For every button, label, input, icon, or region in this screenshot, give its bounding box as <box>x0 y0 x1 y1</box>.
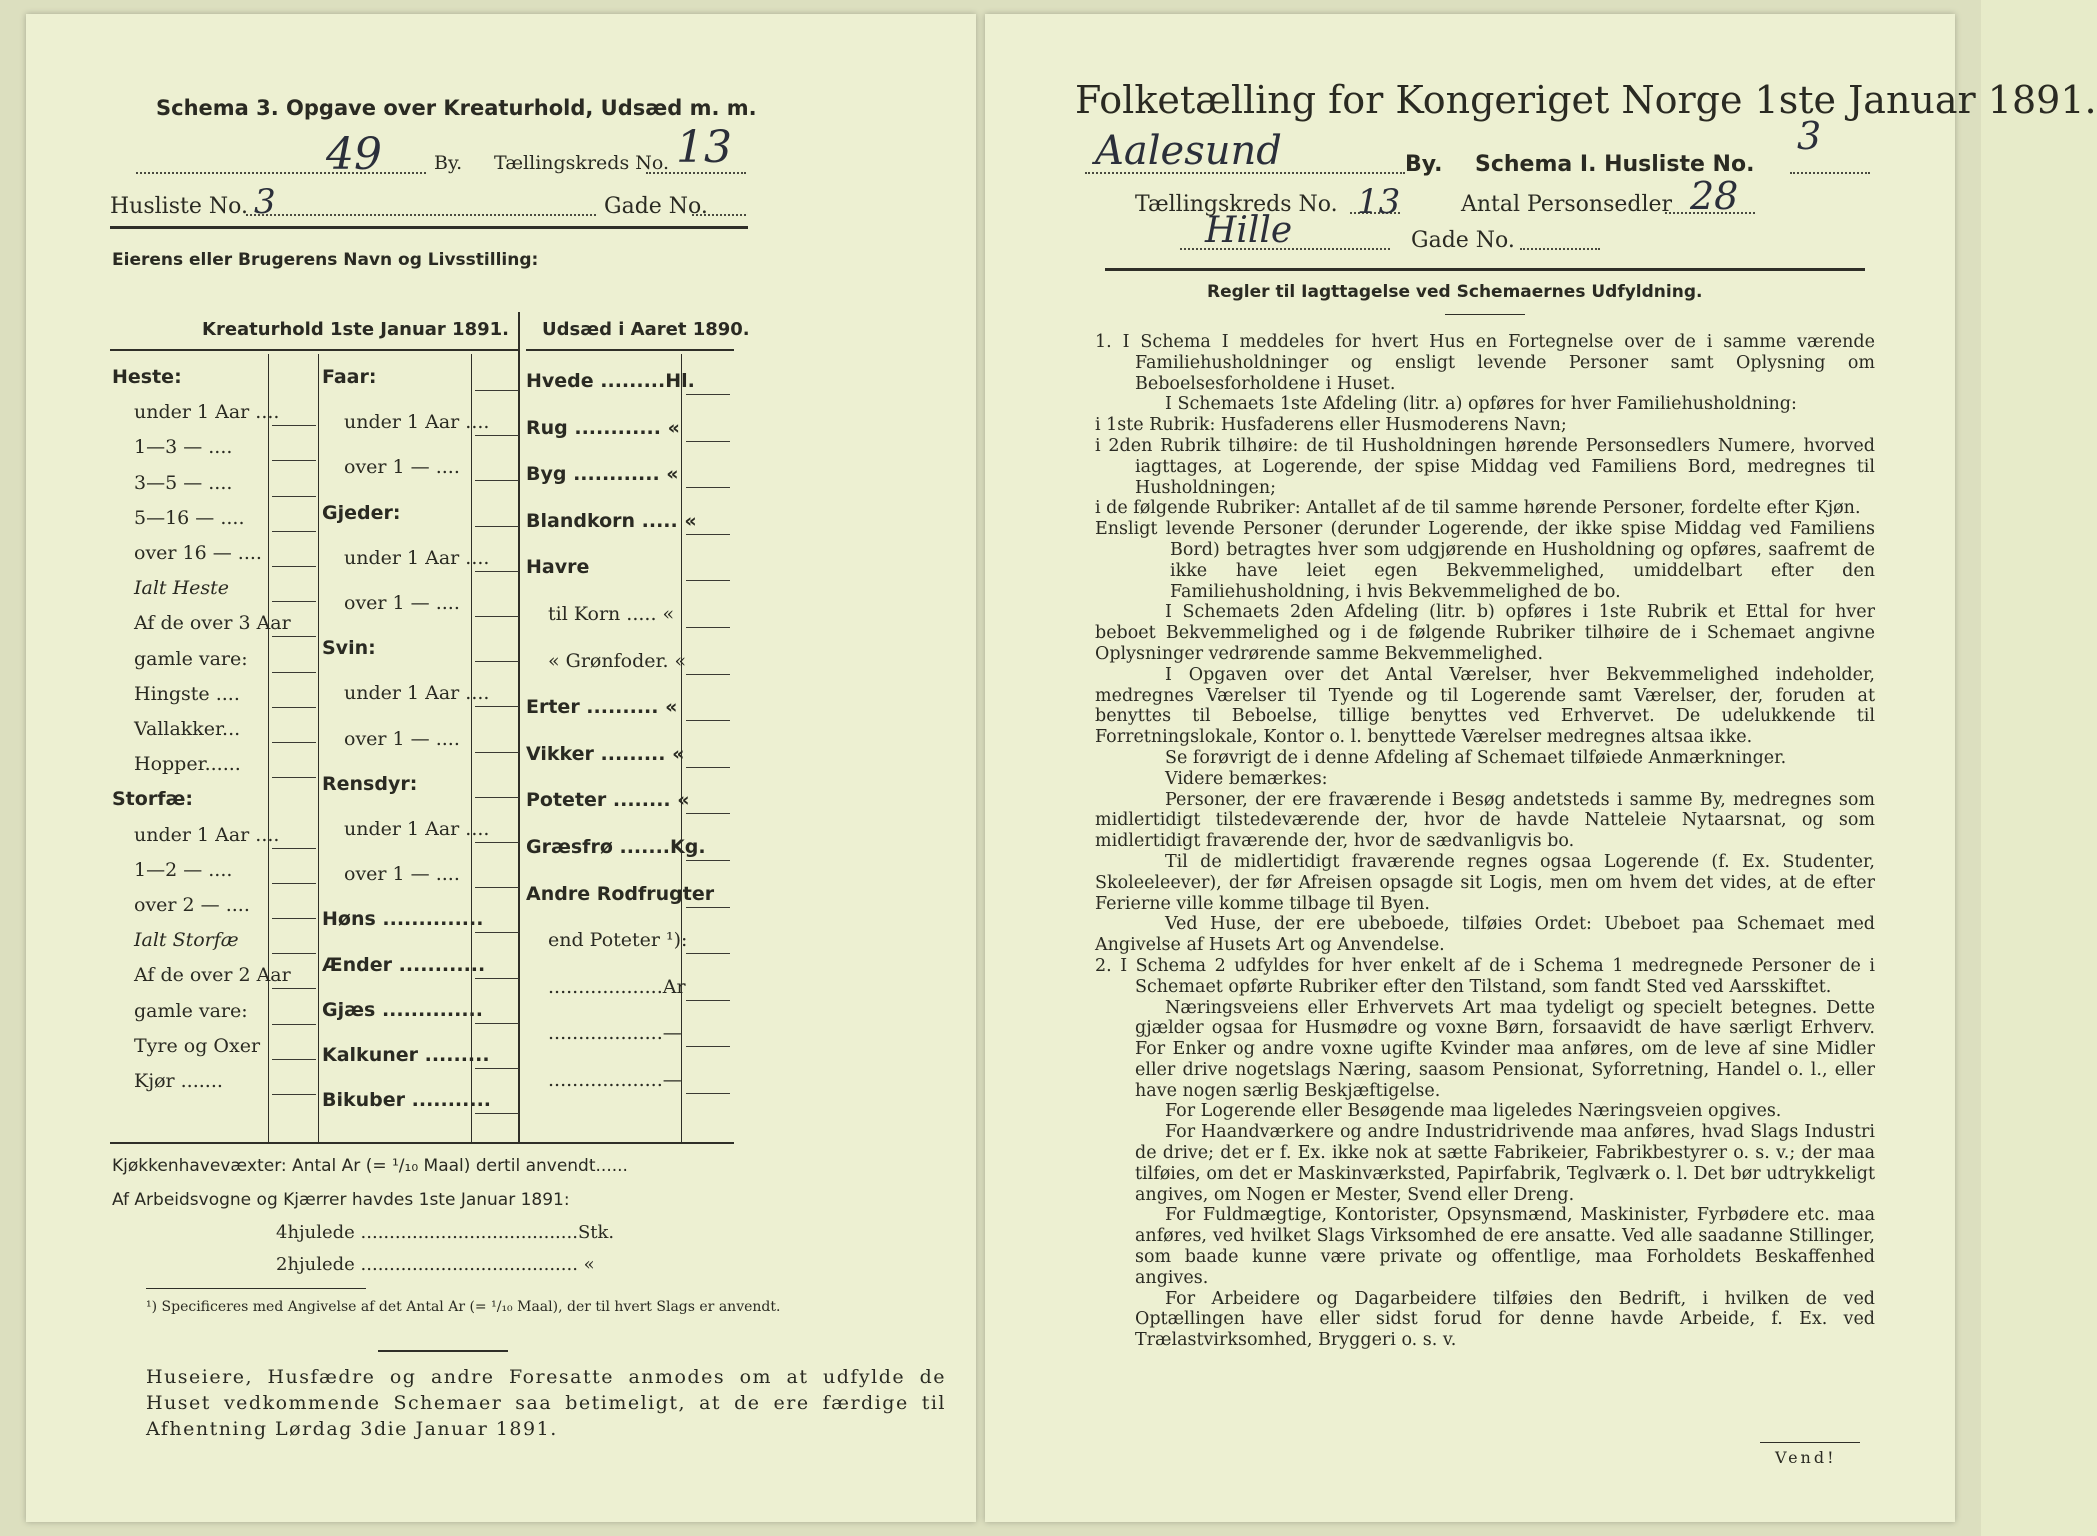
kjokken-line: Kjøkkenhavevæxter: Antal Ar (= ¹/₁₀ Maal) dertil anvendt...... <box>112 1156 628 1176</box>
taellingskreds-label: Tællingskreds No. <box>494 152 669 174</box>
rule-paragraph: I Schemaets 1ste Afdeling (litr. a) opføres for hver Familiehusholdning: <box>1165 394 1797 415</box>
street-name: Hille <box>1205 210 1293 251</box>
form-entry-line <box>475 526 519 527</box>
form-entry-line <box>686 720 730 721</box>
form-entry-line <box>475 480 519 481</box>
form-entry-line <box>272 425 316 426</box>
taellingskreds-label-right: Tællingskreds No. <box>1135 192 1338 217</box>
form-row-label: Faar: <box>322 366 377 388</box>
col1-value-border-l <box>268 354 269 1144</box>
gade-label: Gade No. <box>604 194 708 219</box>
rules-title: Regler til Iagttagelse ved Schemaernes Udfyldning. <box>1207 282 1703 302</box>
left-page <box>26 14 976 1522</box>
form-entry-line <box>686 674 730 675</box>
form-entry-line <box>272 566 316 567</box>
rule-paragraph: For Logerende eller Besøgende maa ligeledes Næringsveien opgives. <box>1165 1101 1782 1122</box>
form-row-label: Gjeder: <box>322 501 401 524</box>
form-entry-line <box>272 601 316 602</box>
form-entry-line <box>272 777 316 778</box>
form-row-label: Hvede .........Hl. <box>526 370 695 392</box>
form-row-label: Ialt Storfæ <box>134 929 239 952</box>
rule-paragraph: Se forøvrigt de i denne Afdeling af Schemaet tilføiede Anmærkninger. <box>1165 747 1787 768</box>
form-row-label: 5—16 — .... <box>134 506 245 529</box>
col2-value-border-l <box>471 354 472 1144</box>
form-row-label: Heste: <box>112 366 182 388</box>
form-row-label: Vallakker... <box>134 718 241 740</box>
form-entry-line <box>686 1000 730 1001</box>
husliste-value-right: 3 <box>1797 114 1822 158</box>
rule-paragraph: Videre bemærkes: <box>1165 768 1328 789</box>
form-row-label: Storfæ: <box>112 788 193 811</box>
rules-body <box>1095 332 1875 1351</box>
form-entry-line <box>475 932 519 933</box>
gade-label-right: Gade No. <box>1411 228 1515 253</box>
footnote: ¹) Specificeres med Angivelse af det Antal Ar (= ¹/₁₀ Maal), der til hvert Slags er anvendt. <box>146 1299 781 1315</box>
rule-paragraph: i 1ste Rubrik: Husfaderens eller Husmoderens Navn; <box>1095 415 1567 436</box>
form-entry-line <box>475 571 519 572</box>
form-entry-line <box>686 534 730 535</box>
form-row-label: Høns .............. <box>322 908 484 931</box>
antal-label: Antal Personsedler <box>1461 192 1673 217</box>
section-divider <box>518 312 520 1142</box>
closing-rule <box>378 1350 508 1352</box>
schema-1-label: Schema I. Husliste No. <box>1475 152 1755 177</box>
arbeidsvogne-line: Af Arbeidsvogne og Kjærrer havdes 1ste Januar 1891: <box>112 1190 570 1210</box>
form-row-label: Gjæs .............. <box>322 998 483 1021</box>
form-row-label: Poteter ........ « <box>526 789 690 812</box>
form-entry-line <box>272 1094 316 1095</box>
schema-3-title: Schema 3. Opgave over Kreaturhold, Udsæd m. m. <box>156 96 757 120</box>
form-row-label: ...................— <box>548 1069 682 1091</box>
form-entry-line <box>272 883 316 884</box>
rule-paragraph: Næringsveiens eller Erhvervets Art maa tydeligt og specielt betegnes. Dette gjælder ogsaa for Husmødre og voxne Børn, forsaavidt de have særligt Erhverv. For Enker og andre voxne ugifte Kvinder maa anføres, om de leve af sine Midler eller drive nogetslags Næring, saasom Pensionat, Syforretning, Handel o. l., eller have nogen særlig Beskjæftigelse. <box>1135 997 1875 1101</box>
form-entry-line <box>686 394 730 395</box>
form-row-label: gamle vare: <box>134 647 248 670</box>
rule-paragraph: Ved Huse, der ere ubeboede, tilføies Ordet: Ubeboet paa Schemaet med Angivelse af Husets Art og Anvendelse. <box>1095 914 1875 956</box>
form-row-label: Af de over 2 Aar <box>134 964 291 987</box>
rule-paragraph: 2. I Schema 2 udfyldes for hver enkelt af de i Schema 1 medregnede Personer de i Schemaet opførte Rubriker efter den Tilstand, som fandt Sted ved Aarsskiftet. <box>1095 955 1875 997</box>
rule-paragraph: 1. I Schema I meddeles for hvert Hus en Fortegnelse over de i samme værende Familiehusholdninger og ensligt levende Personer samt Oplysning om Beboelsesforholdene i Huset. <box>1095 332 1875 394</box>
form-entry-line <box>686 580 730 581</box>
form-entry-line <box>272 742 316 743</box>
form-row-label: 1—3 — .... <box>134 436 233 459</box>
form-row-label: Hingste .... <box>134 682 240 705</box>
rule-paragraph: For Arbeidere og Dagarbeidere tilføies den Bedrift, i hvilken de ved Optællingen have eller sidst forud for denne havde Arbeide, f. Ex. ved Trælastvirksomhed, Bryggeri o. s. v. <box>1135 1288 1875 1351</box>
gade-line <box>692 214 746 216</box>
taellingskreds-value-right: 13 <box>1357 182 1401 222</box>
husliste-label: Husliste No. <box>110 194 248 219</box>
form-row-label: under 1 Aar .... <box>134 401 280 424</box>
form-row-label: Af de over 3 Aar <box>134 612 291 635</box>
rule-paragraph: I Schemaets 2den Afdeling (litr. b) opføres i 1ste Rubrik et Ettal for hver beboet Bekvemmelighed og i de følgende Rubriker tilhøire de i Schemaet angivne Oplysninger vedrørende samme Bekvemmelighed. <box>1095 602 1875 664</box>
form-row-label: Rug ............ « <box>526 416 680 439</box>
husliste-line <box>246 214 596 216</box>
form-row-label: under 1 Aar .... <box>344 411 490 434</box>
form-row-label: til Korn ..... « <box>548 603 675 625</box>
rule-paragraph: i 2den Rubrik tilhøire: de til Husholdningen hørende Personsedlers Numere, hvorved iagttages, at Logerende, der spise Middag ved Familiens Bord, medregnes til Husholdningen; <box>1095 435 1875 498</box>
form-row-label: Hopper...... <box>134 753 241 776</box>
form-row-label: over 1 — .... <box>344 863 460 886</box>
form-entry-line <box>272 1024 316 1025</box>
antal-value: 28 <box>1690 174 1739 218</box>
form-row-label: Havre <box>526 556 590 579</box>
form-row-label: over 16 — .... <box>134 542 262 564</box>
form-row-label: over 1 — .... <box>344 592 460 614</box>
form-entry-line <box>475 978 519 979</box>
toh-line: 2hjulede ...................................... « <box>276 1254 595 1275</box>
form-entry-line <box>686 767 730 768</box>
form-row-label: « Grønfoder. « <box>548 649 687 672</box>
form-row-label: 1—2 — .... <box>134 858 233 881</box>
form-entry-line <box>475 887 519 888</box>
rule-paragraph: I Opgaven over det Antal Værelser, hver Bekvemmelighed indeholder, medregnes Værelser til Tyende og til Logerende samt Værelser, der, foruden at benyttes til Beboelse, tillige benyttes ved Erhvervet. De udelukkende til Forretningslokale, Kontor o. l. benyttede Værelser medregnes altsaa ikke. <box>1095 664 1875 748</box>
town-name: Aalesund <box>1095 128 1282 174</box>
form-entry-line <box>686 813 730 814</box>
form-row-label: under 1 Aar .... <box>344 682 490 705</box>
table-top-rule <box>110 349 520 351</box>
form-row-label: Blandkorn ..... « <box>526 509 697 532</box>
form-row-label: gamle vare: <box>134 999 248 1022</box>
form-entry-line <box>272 953 316 954</box>
form-row-label: under 1 Aar .... <box>134 823 280 846</box>
form-row-label: 3—5 — .... <box>134 471 233 494</box>
form-row-label: Kalkuner ......... <box>322 1044 490 1066</box>
form-entry-line <box>272 1059 316 1060</box>
husliste-line-right <box>1790 172 1870 174</box>
form-row-label: Rensdyr: <box>322 772 418 795</box>
closing-text: Huseiere, Husfædre og andre Foresatte anmodes om at udfylde de Huset vedkommende Schemaer saa betimeligt, at de ere færdige til Afhentning Lørdag 3die Januar 1891. <box>146 1366 946 1440</box>
census-title: Folketælling for Kongeriget Norge 1ste Januar 1891. <box>1075 78 2097 122</box>
form-entry-line <box>272 918 316 919</box>
rule-paragraph: Til de midlertidigt fraværende regnes ogsaa Logerende (f. Ex. Studenter, Skoleeleever), der før Afreisen opsagde sit Logis, men om hvem det vides, at de efter Ferierne ville komme tilbage til Byen. <box>1095 851 1875 914</box>
gade-line-right <box>1520 248 1600 250</box>
form-row-label: Bikuber ........... <box>322 1089 492 1112</box>
form-row-label: over 1 — .... <box>344 456 460 479</box>
form-entry-line <box>272 707 316 708</box>
form-row-label: end Poteter ¹): <box>548 929 688 952</box>
form-entry-line <box>475 752 519 753</box>
form-entry-line <box>475 390 519 391</box>
eier-label: Eierens eller Brugerens Navn og Livsstilling: <box>112 250 539 270</box>
form-entry-line <box>272 988 316 989</box>
right-page <box>985 14 2097 1522</box>
form-entry-line <box>475 1068 519 1069</box>
form-entry-line <box>475 842 519 843</box>
form-row-label: Græsfrø .......Kg. <box>526 836 706 858</box>
form-entry-line <box>475 797 519 798</box>
form-entry-line <box>272 636 316 637</box>
vend-label: Vend! <box>1775 1448 1837 1467</box>
udsaed-header: Udsæd i Aaret 1890. <box>542 319 750 340</box>
form-row-label: Ænder ............ <box>322 953 486 976</box>
husliste-value: 3 <box>254 182 276 222</box>
form-entry-line <box>475 1113 519 1114</box>
form-row-label: ...................Ar <box>548 975 686 998</box>
form-entry-line <box>686 627 730 628</box>
form-row-label: Ialt Heste <box>134 577 230 600</box>
fireh-line: 4hjulede ......................................Stk. <box>276 1222 615 1243</box>
form-entry-line <box>475 616 519 617</box>
vend-rule <box>1760 1442 1860 1443</box>
form-row-label: Svin: <box>322 637 376 660</box>
by-line <box>136 172 426 174</box>
form-row-label: Tyre og Oxer <box>134 1034 261 1057</box>
col1-value-border-r <box>318 354 319 1144</box>
form-entry-line <box>686 487 730 488</box>
form-row-label: over 2 — .... <box>134 894 250 916</box>
form-entry-line <box>272 460 316 461</box>
form-entry-line <box>475 661 519 662</box>
form-entry-line <box>686 441 730 442</box>
form-entry-line <box>475 706 519 707</box>
by-label-right: By. <box>1405 152 1443 177</box>
form-entry-line <box>475 1023 519 1024</box>
form-entry-line <box>686 1093 730 1094</box>
form-row-label: under 1 Aar .... <box>344 546 490 569</box>
form-row-label: ...................— <box>548 1022 682 1045</box>
table-top-rule-2 <box>526 349 734 351</box>
by-number: 49 <box>326 129 382 180</box>
rule-paragraph: For Fuldmægtige, Kontorister, Opsynsmænd, Maskinister, Fyrbødere etc. maa anføres, ved hvilket Slags Virksomhed de ere ansatte. Ved alle saadanne Stillinger, som baade kunne være private og offentlige, maa Forholdets Beskaffenhed angives. <box>1135 1205 1875 1288</box>
form-entry-line <box>686 953 730 954</box>
footnote-rule <box>146 1288 366 1289</box>
form-row-label: Byg ............ « <box>526 463 679 486</box>
form-entry-line <box>272 531 316 532</box>
right-thick-rule <box>1105 268 1865 271</box>
form-row-label: Kjør ....... <box>134 1070 223 1092</box>
form-row-label: Vikker ......... « <box>526 742 685 765</box>
kreaturhold-header: Kreaturhold 1ste Januar 1891. <box>202 319 509 340</box>
table-bottom-rule <box>110 1142 734 1144</box>
form-row-label: under 1 Aar .... <box>344 818 490 840</box>
form-entry-line <box>475 435 519 436</box>
form-entry-line <box>686 860 730 861</box>
form-entry-line <box>272 496 316 497</box>
rule-paragraph: Ensligt levende Personer (derunder Logerende, der ikke spise Middag ved Familiens Bord) betragtes hver som udgjørende en Husholdning og opføres, saafremt de ikke have leiet egen Bekvemmelighed, umiddelbart efter den Familiehusholdning, i hvis Bekvemmelighed de bo. <box>1095 519 1875 602</box>
rule-paragraph: For Haandværkere og andre Industridrivende maa anføres, hvad Slags Industri de drive; det er f. Ex. ikke nok at sætte Fabrikeier, Fabrikbestyrer o. s. v.; der maa tilføies, om det er Maskinværksted, Papirfabrik, Teglværk o. l. Det bør udtrykkeligt angives, om Nogen er Mester, Svend eller Dreng. <box>1135 1122 1875 1205</box>
by-label: By. <box>434 152 463 174</box>
rules-title-rule <box>1445 314 1525 315</box>
form-row-label: Andre Rodfrugter <box>526 882 715 905</box>
form-row-label: over 1 — .... <box>344 727 460 750</box>
form-entry-line <box>272 848 316 849</box>
form-row-label: Erter .......... « <box>526 696 678 719</box>
form-entry-line <box>686 907 730 908</box>
taellingskreds-value: 13 <box>676 122 732 173</box>
form-entry-line <box>272 672 316 673</box>
form-entry-line <box>686 1046 730 1047</box>
rule-paragraph: Personer, der ere fraværende i Besøg andetsteds i samme By, medregnes som midlertidigt tilstedeværende der, hvor de havde Natteleie Nytaarsnat, og som midlertidigt fraværende der, hvor de sædvanligvis bo. <box>1095 789 1875 852</box>
rule-paragraph: i de følgende Rubriker: Antallet af de til samme hørende Personer, fordelte efter Kjøn. <box>1095 498 1861 519</box>
rule-thick <box>110 226 748 229</box>
